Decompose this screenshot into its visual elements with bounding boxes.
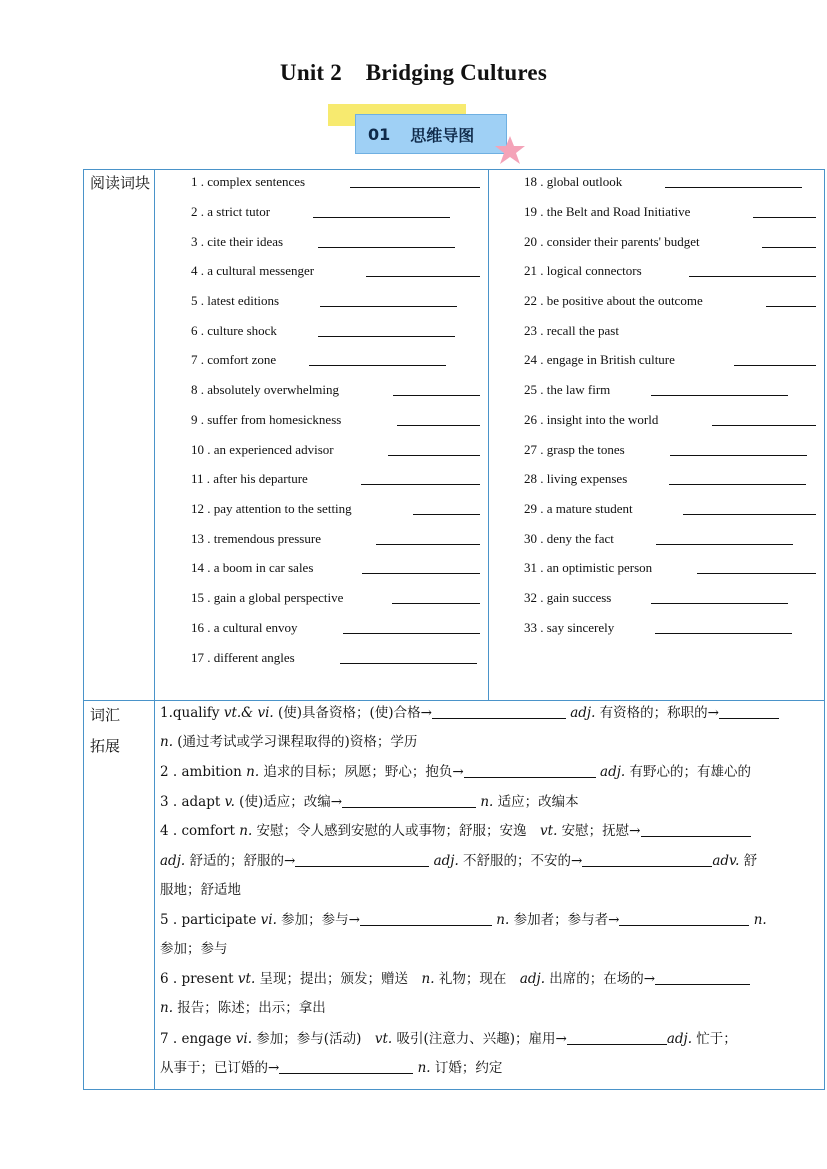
extension-line — [160, 881, 241, 899]
phrase-item: 27 . grasp the tones — [524, 442, 625, 457]
pos-label: n. — [246, 764, 260, 780]
pos-label: adj. — [666, 1031, 692, 1047]
pos-label: n. — [239, 823, 253, 839]
answer-blank[interactable] — [318, 336, 455, 337]
entry-text: 出席的；在场的→ — [545, 971, 656, 987]
pos-label: vt. — [540, 823, 558, 839]
answer-blank[interactable] — [697, 573, 816, 574]
answer-blank[interactable] — [655, 970, 750, 985]
entry-text: (通过考试或学习课程取得的)资格；学历 — [173, 734, 418, 750]
answer-blank[interactable] — [397, 425, 480, 426]
entry-text: 服地；舒适地 — [160, 882, 241, 898]
answer-blank[interactable] — [464, 763, 596, 778]
entry-text: (使)适应；改编→ — [234, 794, 343, 810]
answer-blank[interactable] — [376, 544, 480, 545]
phrase-item: 21 . logical connectors — [524, 263, 642, 278]
entry-text: 2 . ambition — [160, 764, 247, 780]
answer-blank[interactable] — [734, 365, 816, 366]
entry-text: 3 . adapt — [160, 794, 225, 810]
section-number: 01 — [368, 124, 391, 144]
entry-text: 参加；参与(活动) — [252, 1031, 375, 1047]
extension-line — [160, 704, 779, 722]
table-divider — [83, 700, 825, 701]
entry-text: 舒 — [739, 853, 758, 869]
extension-line — [160, 911, 767, 929]
entry-text: 追求的目标；夙愿；野心；抱负→ — [259, 764, 464, 780]
answer-blank[interactable] — [567, 1030, 667, 1045]
pos-label: adv. — [712, 853, 740, 869]
answer-blank[interactable] — [342, 793, 476, 808]
pos-label: n. — [160, 1000, 173, 1016]
entry-text: (使)具备资格；(使)合格→ — [273, 705, 432, 721]
entry-text: 适应；改编本 — [493, 794, 579, 810]
entry-text: 忙于； — [692, 1031, 737, 1047]
pos-label: v. — [224, 794, 235, 810]
answer-blank[interactable] — [766, 306, 816, 307]
phrase-item: 4 . a cultural messenger — [191, 263, 315, 278]
entry-text: 安慰；令人感到安慰的人或事物；舒服；安逸 — [252, 823, 541, 839]
entry-text: 7 . engage — [160, 1031, 236, 1047]
entry-text: 礼物；现在 — [434, 971, 520, 987]
star-icon — [494, 134, 526, 166]
answer-blank[interactable] — [762, 247, 816, 248]
phrase-item: 13 . tremendous pressure — [191, 531, 321, 546]
extension-line — [160, 1030, 737, 1048]
phrase-item: 10 . an experienced advisor — [191, 442, 334, 457]
phrase-item: 32 . gain success — [524, 590, 612, 605]
extension-line — [160, 793, 579, 811]
entry-text: 有野心的；有雄心的 — [625, 764, 752, 780]
pos-label: vt. — [374, 1031, 393, 1047]
pos-label: vt. — [237, 971, 256, 987]
answer-blank[interactable] — [343, 633, 480, 634]
entry-text: 从事于；已订婚的→ — [160, 1060, 280, 1076]
entry-text: 不舒服的；不安的→ — [458, 853, 583, 869]
pos-label: n. — [496, 912, 510, 928]
answer-blank[interactable] — [582, 852, 712, 867]
answer-blank[interactable] — [350, 187, 480, 188]
phrase-item: 20 . consider their parents' budget — [524, 234, 700, 249]
answer-blank[interactable] — [641, 822, 751, 837]
phrase-item: 17 . different angles — [191, 650, 295, 665]
answer-blank[interactable] — [392, 603, 480, 604]
answer-blank[interactable] — [651, 603, 788, 604]
page-title: Unit 2 Bridging Cultures — [280, 60, 547, 85]
extension-line — [160, 999, 326, 1017]
section-banner — [328, 104, 528, 164]
vocabulary-extension-label: 词汇拓展 — [90, 706, 121, 755]
answer-blank[interactable] — [655, 633, 792, 634]
table-divider — [154, 169, 155, 1090]
extension-line — [160, 852, 757, 870]
phrase-item: 16 . a cultural envoy — [191, 620, 298, 635]
phrase-item: 31 . an optimistic person — [524, 560, 653, 575]
answer-blank[interactable] — [712, 425, 816, 426]
pos-label: adj. — [519, 971, 545, 987]
answer-blank[interactable] — [362, 573, 480, 574]
answer-blank[interactable] — [393, 395, 480, 396]
answer-blank[interactable] — [656, 544, 793, 545]
section-heading-box — [355, 114, 507, 154]
section-title: 思维导图 — [410, 125, 475, 145]
phrase-item: 12 . pay attention to the setting — [191, 501, 352, 516]
extension-line — [160, 1059, 502, 1077]
answer-blank[interactable] — [279, 1059, 413, 1074]
phrase-item: 15 . gain a global perspective — [191, 590, 344, 605]
entry-text: 5 . participate — [160, 912, 261, 928]
entry-text: 安慰；抚慰→ — [557, 823, 641, 839]
answer-blank[interactable] — [320, 306, 457, 307]
reading-chunks-label: 阅读词块 — [90, 174, 151, 192]
entry-text: 4 . comfort — [160, 823, 240, 839]
phrase-item: 3 . cite their ideas — [191, 234, 284, 249]
pos-label: n. — [160, 734, 173, 750]
phrase-item: 28 . living expenses — [524, 471, 628, 486]
pos-label: adj. — [160, 853, 186, 869]
phrase-item: 7 . comfort zone — [191, 352, 277, 367]
phrase-item: 9 . suffer from homesickness — [191, 412, 342, 427]
answer-blank[interactable] — [669, 484, 806, 485]
table-divider — [488, 169, 489, 700]
entry-text: 有资格的；称职的→ — [595, 705, 719, 721]
pos-label: vi. — [235, 1031, 253, 1047]
entry-text: 报告；陈述；出示；拿出 — [173, 1000, 326, 1016]
phrase-item: 14 . a boom in car sales — [191, 560, 314, 575]
answer-blank[interactable] — [753, 217, 816, 218]
extension-line — [160, 970, 750, 988]
phrase-item: 30 . deny the fact — [524, 531, 614, 546]
extension-line — [160, 940, 228, 958]
pos-label: vt.& vi. — [223, 705, 274, 721]
answer-blank[interactable] — [318, 247, 455, 248]
pos-label: vi. — [260, 912, 277, 928]
phrase-item: 23 . recall the past — [524, 323, 619, 338]
entry-text: 1.qualify — [160, 705, 224, 721]
extension-line — [160, 822, 751, 840]
pos-label: adj. — [570, 705, 596, 721]
answer-blank[interactable] — [366, 276, 480, 277]
entry-text: 吸引(注意力、兴趣)；雇用→ — [392, 1031, 567, 1047]
phrase-item: 1 . complex sentences — [191, 174, 306, 189]
answer-blank[interactable] — [651, 395, 788, 396]
phrase-item: 24 . engage in British culture — [524, 352, 675, 367]
answer-blank[interactable] — [413, 514, 480, 515]
phrase-item: 2 . a strict tutor — [191, 204, 271, 219]
answer-blank[interactable] — [309, 365, 446, 366]
answer-blank[interactable] — [360, 911, 492, 926]
pos-label: n. — [480, 794, 494, 810]
answer-blank[interactable] — [432, 704, 566, 719]
entry-text: 订婚；约定 — [430, 1060, 503, 1076]
phrase-item: 18 . global outlook — [524, 174, 623, 189]
pos-label: adj. — [600, 764, 626, 780]
pos-label: n. — [421, 971, 435, 987]
extension-line — [160, 763, 751, 781]
phrase-item: 29 . a mature student — [524, 501, 633, 516]
phrase-item: 5 . latest editions — [191, 293, 280, 308]
answer-blank[interactable] — [619, 911, 749, 926]
answer-blank[interactable] — [388, 455, 480, 456]
phrase-item: 19 . the Belt and Road Initiative — [524, 204, 691, 219]
entry-text: 呈现；提出；颁发；赠送 — [255, 971, 422, 987]
entry-text: 参加；参与→ — [276, 912, 360, 928]
entry-text: 6 . present — [160, 971, 238, 987]
answer-blank[interactable] — [683, 514, 816, 515]
answer-blank[interactable] — [313, 217, 450, 218]
phrase-item: 22 . be positive about the outcome — [524, 293, 703, 308]
answer-blank[interactable] — [689, 276, 816, 277]
extension-line — [160, 733, 417, 751]
entry-text: 参加者；参与者→ — [509, 912, 620, 928]
answer-blank[interactable] — [665, 187, 802, 188]
phrase-item: 25 . the law firm — [524, 382, 611, 397]
answer-blank[interactable] — [340, 663, 477, 664]
entry-text: 参加；参与 — [160, 941, 228, 957]
phrase-item: 33 . say sincerely — [524, 620, 615, 635]
answer-blank[interactable] — [295, 852, 429, 867]
phrase-item: 8 . absolutely overwhelming — [191, 382, 340, 397]
phrase-item: 26 . insight into the world — [524, 412, 659, 427]
answer-blank[interactable] — [670, 455, 807, 456]
pos-label: n. — [417, 1060, 431, 1076]
answer-blank[interactable] — [361, 484, 480, 485]
pos-label: n. — [753, 912, 767, 928]
phrase-item: 6 . culture shock — [191, 323, 277, 338]
phrase-item: 11 . after his departure — [191, 471, 308, 486]
pos-label: adj. — [433, 853, 459, 869]
entry-text: 舒适的；舒服的→ — [185, 853, 296, 869]
answer-blank[interactable] — [719, 704, 779, 719]
